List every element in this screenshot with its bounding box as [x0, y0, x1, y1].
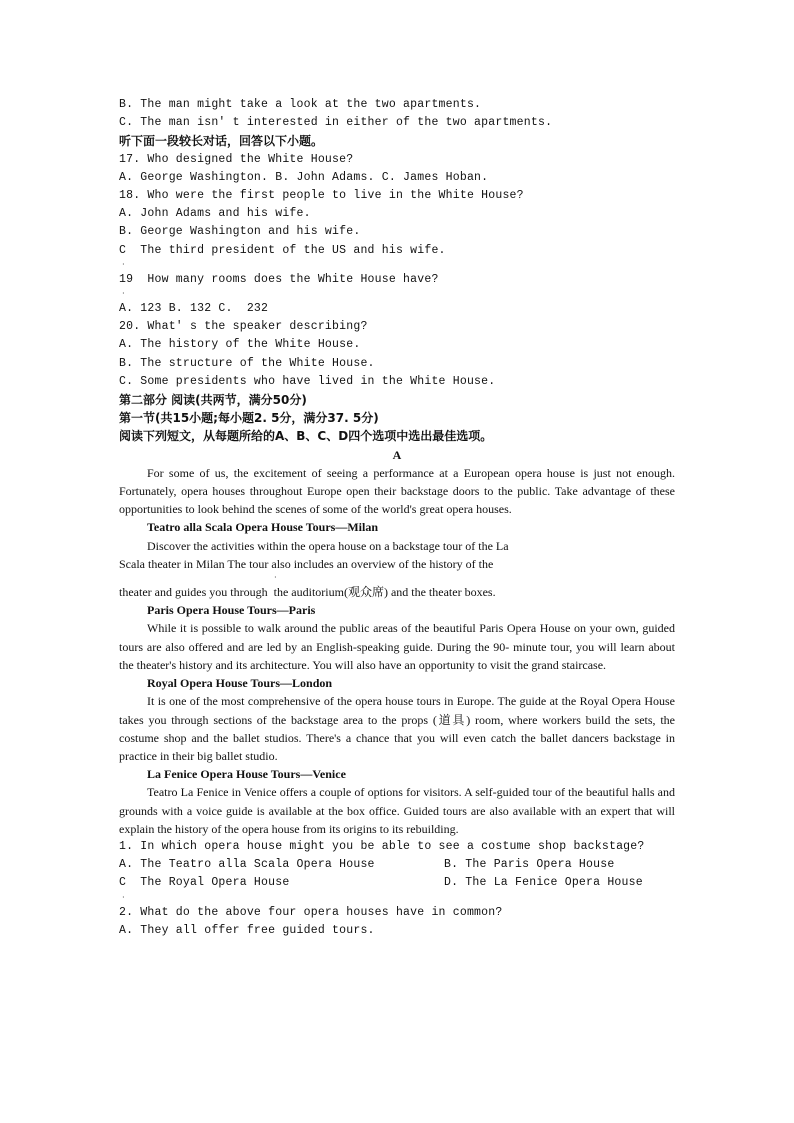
q1-option-d: D. The La Fenice Opera House [444, 876, 643, 890]
q18-option-b: B. George Washington and his wife. [119, 225, 361, 239]
q18-option-c: C The third president of the US and his wife. [119, 243, 446, 257]
section-body-paris: While it is possible to walk around the public areas of the beautiful Paris Opera House on your own, guided tours are also offered and are led by an English-speaking guide. During the 90- minute tour, you will learn about the theater's history and its architecture. You will also have an opportunity to visit the grand staircase. [119, 621, 675, 672]
section-heading-milan: Teatro alla Scala Opera House Tours—Milan [147, 520, 379, 535]
q1-option-b: B. The Paris Opera House [444, 858, 615, 872]
q1-option-c: C The Royal Opera House [119, 876, 290, 890]
q20-option-b: B. The structure of the White House. [119, 356, 375, 370]
page-content [119, 96, 675, 940]
q20-question: 20. What' s the speaker describing? [119, 320, 368, 334]
section-body-milan-3: theater and guides you through the auditorium(观众席) and the theater boxes. [119, 585, 496, 600]
stray-dot: · [122, 259, 125, 269]
q1-options-row-1 [119, 856, 675, 874]
q2-option-a: A. They all offer free guided tours. [119, 923, 375, 937]
section-heading-venice: La Fenice Opera House Tours—Venice [147, 767, 346, 782]
q16-option-c: C. The man isn' t interested in either of the two apartments. [119, 116, 553, 130]
q1-question: 1. In which opera house might you be able to see a costume shop backstage? [119, 839, 645, 853]
reading-instruction: 阅读下列短文，从每题所给的A、B、C、D四个选项中选出最佳选项。 [119, 429, 493, 444]
q1-options-row-2 [119, 874, 675, 892]
part-title: 第二部分 阅读(共两节，满分50分) [119, 393, 307, 408]
stray-dot: · [122, 289, 125, 299]
stray-dot: · [274, 573, 277, 583]
q19-question: 19 How many rooms does the White House have? [119, 272, 439, 286]
q16-option-b: B. The man might take a look at the two apartments. [119, 98, 482, 111]
q17-question: 17. Who designed the White House? [119, 152, 354, 166]
section-heading-london: Royal Opera House Tours—London [147, 676, 333, 691]
section-body-london: It is one of the most comprehensive of the opera house tours in Europe. The guide at the Royal Opera House takes you through sections of the backstage area to the props (道具) room, where workers build the sets, the costume shop and the ballet studios. There's a chance that you will even catch the ballet dancers backstage in practice in their big ballet studio. [119, 694, 675, 763]
q18-question: 18. Who were the first people to live in the White House? [119, 189, 524, 203]
passage-label: A [392, 447, 402, 462]
passage-intro: For some of us, the excitement of seeing a performance at a European opera house is just not enough. Fortunately, opera houses throughout Europe open their backstage doors to the public. Take advantage of these opportunities to look behind the scenes of some of the world's great opera houses. [119, 465, 675, 517]
q1-option-a: A. The Teatro alla Scala Opera House [119, 858, 375, 872]
stray-dot: · [122, 892, 125, 902]
section-body-venice: Teatro La Fenice in Venice offers a couple of options for visitors. A self-guided tour of the beautiful halls and grounds with a voice guide is available at the box office. Guided tours are also available with an expert that will explain the history of the opera house from its origins to its rebuilding. [119, 785, 675, 836]
q18-option-a: A. John Adams and his wife. [119, 207, 311, 221]
q19-options: A. 123 B. 132 C. 232 [119, 302, 269, 316]
q2-question: 2. What do the above four opera houses have in common? [119, 905, 503, 919]
q17-options: A. George Washington. B. John Adams. C. James Hoban. [119, 170, 489, 184]
section-heading-paris: Paris Opera House Tours—Paris [147, 603, 316, 618]
q20-option-c: C. Some presidents who have lived in the White House. [119, 374, 496, 388]
q20-option-a: A. The history of the White House. [119, 338, 361, 352]
section-title: 第一节(共15小题;每小题2. 5分，满分37. 5分) [119, 411, 379, 426]
section-body-milan-2: Scala theater in Milan The tour also includes an overview of the history of the [119, 556, 494, 571]
section-body-milan-1: Discover the activities within the opera house on a backstage tour of the La [147, 538, 509, 553]
listening-instruction: 听下面一段较长对话，回答以下小题。 [119, 134, 324, 149]
